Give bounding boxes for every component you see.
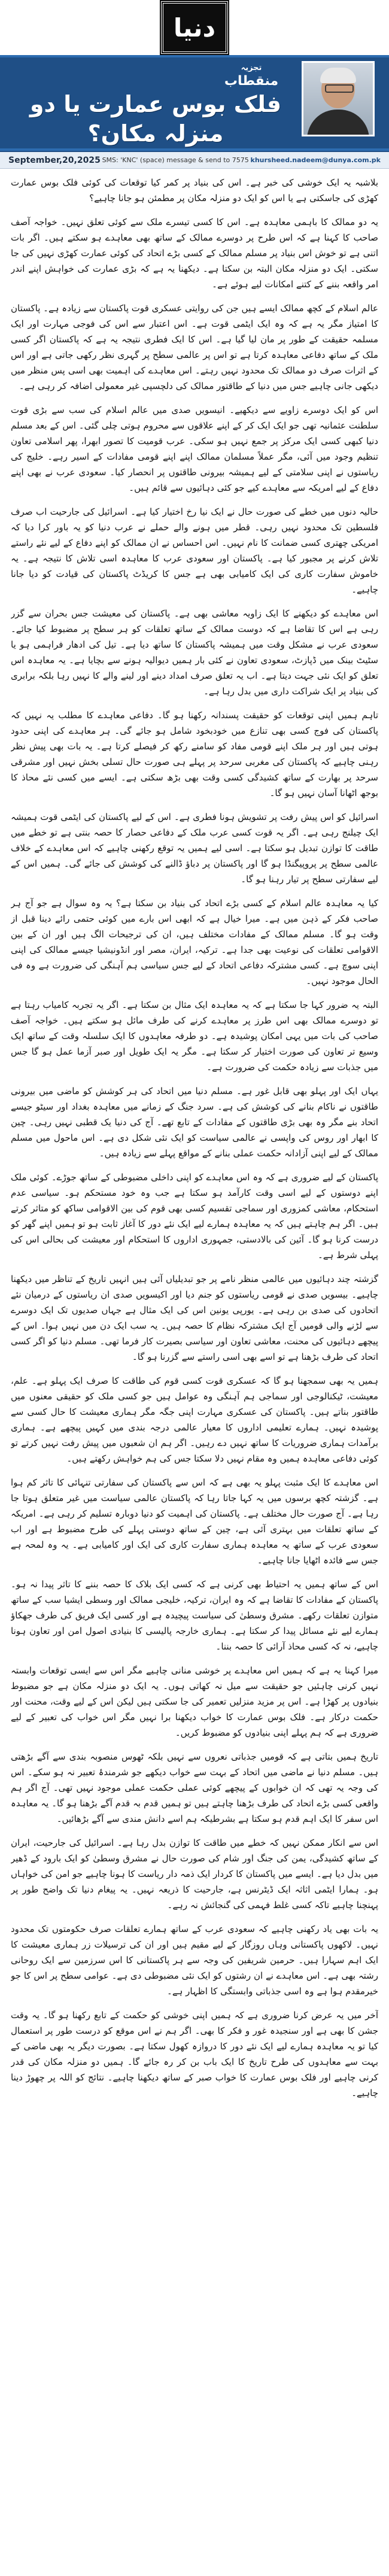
article-paragraph: اس کے ساتھ ہمیں یہ احتیاط بھی کرنی ہے کہ کسی ایک بلاک کا حصہ بننے کا تاثر پیدا نہ ہو۔ پاکستان کے مفادات کا تقاضا ہے کہ وہ ایران، ترکیہ، خلیجی ممالک اور وسطی ایشیا سب کے ساتھ متوازن تعلقات رکھے۔ مشرق وسطیٰ کی سیاست پیچیدہ ہے اور کسی ایک فریق کی طرف جھکاؤ ہمارے لیے نئے مسائل پیدا کر سکتا ہے۔ ہماری خارجہ پالیسی کا بنیادی اصول امن اور تعاون ہونا چاہیے، نہ کہ کسی محاذ آرائی کا حصہ بننا۔ [11, 1579, 378, 1652]
article-paragraph: اسرائیل کو اس پیش رفت پر تشویش ہونا فطری ہے۔ اس کے لیے پاکستان کی ایٹمی قوت ہمیشہ ایک چیلنج رہی ہے۔ اگر یہ قوت کسی عرب ملک کے دفاعی حصار کا حصہ بنتی ہے تو خطے میں طاقت کا توازن تبدیل ہو سکتا ہے۔ اسی لیے ہمیں یہ توقع رکھنی چاہیے کہ اس معاہدے کے خلاف عالمی سطح پر پروپیگنڈا ہو گا اور پاکستان پر دباؤ ڈالنے کی کوشش کی جائے گی۔ ہمیں اس کے لیے سفارتی سطح پر تیار رہنا ہو گا۔ [11, 812, 378, 885]
article-paragraph: آخر میں یہ عرض کرنا ضروری ہے کہ ہمیں اپنی خوشی کو حکمت کے تابع رکھنا ہو گا۔ یہ وقت جشن کا بھی ہے اور سنجیدہ غور و فکر کا بھی۔ اگر ہم نے اس موقع کو درست طور پر استعمال کیا تو یہ معاہدہ ہمارے لیے ایک نئے دور کا دروازہ کھول سکتا ہے۔ بصورت دیگر یہ بھی ماضی کے بہت سے معاہدوں کی طرح تاریخ کا ایک باب بن کر رہ جائے گا۔ ہمیں دو منزلہ مکان کی قدر کرنی چاہیے اور فلک بوس عمارت کا خواب صبر کے ساتھ دیکھنا چاہیے۔ نتائج کو اللہ پر چھوڑ دینا چاہیے۔ [11, 2010, 378, 2098]
article-header [0, 55, 389, 151]
sms-info: SMS: 'KNC' (space) message & send to 7575 [102, 156, 249, 164]
article-paragraph: عالم اسلام کے کچھ ممالک ایسے ہیں جن کی روایتی عسکری قوت پاکستان سے زیادہ ہے۔ پاکستان کا امتیاز مگر یہ ہے کہ وہ ایک ایٹمی قوت ہے۔ اس اعتبار سے اس کی فوجی مہارت اور ایک مسلمہ حقیقت کے طور پر مان لیا گیا ہے۔ اس کا ایک فطری نتیجہ یہ ہے کہ پاکستان اگر کسی ملک کے ساتھ دفاعی معاہدہ کرتا ہے تو اس پر عالمی سطح پر گہری نظر رکھی جاتی ہے اور اس کے اثرات صرف دو ممالک تک محدود نہیں رہتے۔ اس معاہدے کی اہمیت بھی اسی پس منظر میں دیکھی جانی چاہیے جس میں دنیا کے طاقتور ممالک کی دلچسپی غیر معمولی اضافہ کر رہی ہے۔ [11, 303, 378, 391]
article-paragraph: اس سے انکار ممکن نہیں کہ خطے میں طاقت کا توازن بدل رہا ہے۔ اسرائیل کی جارحیت، ایران کے ساتھ کشیدگی، یمن کی جنگ اور شام کی صورت حال نے مشرق وسطیٰ کو ایک بارود کے ڈھیر میں بدل دیا ہے۔ ایسے میں پاکستان کا کردار ایک ذمہ دار ریاست کا ہونا چاہیے جو امن کی خواہاں ہو۔ ہمارا ایٹمی اثاثہ ایک ڈیٹرنس ہے، جارحیت کا ذریعہ نہیں۔ یہ پیغام دنیا تک واضح طور پر پہنچنا چاہیے تاکہ کسی غلط فہمی کی گنجائش نہ رہے۔ [11, 1837, 378, 1910]
author-photo [302, 61, 375, 136]
publish-date: September,20,2025 [8, 155, 101, 165]
article-paragraph: پاکستان کے لیے ضروری ہے کہ وہ اس معاہدے کو اپنی داخلی مضبوطی کے ساتھ جوڑے۔ کوئی ملک اپنے دوستوں کے لیے اسی وقت کارآمد ہو سکتا ہے جب وہ خود مستحکم ہو۔ سیاسی عدم استحکام، معاشی کمزوری اور سماجی تقسیم کسی بھی قوم کی بین الاقوامی ساکھ کو متاثر کرتے ہیں۔ اگر ہم چاہتے ہیں کہ یہ معاہدہ ہمارے لیے ایک نئے دور کا آغاز ثابت ہو تو ہمیں اپنے گھر کو درست کرنا ہو گا۔ آئین کی بالادستی، جمہوری اداروں کا استحکام اور معیشت کی بحالی اس کی پہلی شرط ہے۔ [11, 1172, 378, 1260]
author-name-block [215, 63, 287, 89]
author-email[interactable]: khursheed.nadeem@dunya.com.pk [250, 156, 381, 164]
author-photo-glasses [325, 84, 354, 93]
article-paragraph: کیا یہ معاہدہ عالم اسلام کے کسی بڑے اتحاد کی بنیاد بن سکتا ہے؟ یہ وہ سوال ہے جو آج ہر صاحب فکر کے ذہن میں ہے۔ میرا خیال ہے کہ ابھی اس بارے میں کوئی حتمی رائے دینا قبل از وقت ہو گا۔ مسلم ممالک کے مفادات مختلف ہیں، ان کی ترجیحات الگ ہیں اور ان کے بین الاقوامی تعلقات کی نوعیت بھی جدا ہے۔ ترکیہ، ایران، مصر اور انڈونیشیا جیسے ممالک کی اپنی اپنی سوچ ہے۔ کسی مشترکہ دفاعی اتحاد کے لیے جس سیاسی ہم آہنگی کی ضرورت ہے وہ فی الحال موجود نہیں۔ [11, 898, 378, 986]
column-label: تجزیہ [241, 63, 262, 72]
article-body [11, 175, 378, 2564]
date-bar [0, 151, 389, 169]
article-headline: فلک بوس عمارت یا دو منزلہ مکان؟ [29, 91, 282, 147]
author-photo-shoulders [307, 110, 369, 136]
article-paragraph: ہمیں یہ بھی سمجھنا ہو گا کہ عسکری قوت کسی قوم کی طاقت کا صرف ایک پہلو ہے۔ علم، معیشت، ٹیکنالوجی اور سماجی ہم آہنگی وہ عوامل ہیں جو کسی ملک کو حقیقی معنوں میں طاقتور بناتے ہیں۔ پاکستان کی عسکری مہارت اپنی جگہ مگر ہماری معیشت کا حال کسی سے پوشیدہ نہیں۔ ہمارے تعلیمی اداروں کا معیار عالمی درجہ بندی میں کہیں پیچھے ہے۔ ہماری برآمدات ہماری ضروریات کا ساتھ نہیں دے رہیں۔ اگر ہم ان شعبوں میں پیش رفت نہیں کرتے تو کوئی دفاعی معاہدہ ہمیں وہ مقام نہیں دلا سکتا جس کی ہم خواہش رکھتے ہیں۔ [11, 1375, 378, 1464]
article-paragraph: یہاں ایک اور پہلو بھی قابل غور ہے۔ مسلم دنیا میں اتحاد کی ہر کوشش کو ماضی میں بیرونی طاقتوں نے ناکام بنانے کی کوشش کی ہے۔ سرد جنگ کے زمانے میں معاہدہ بغداد اور سیٹو جیسے اتحاد بنے مگر وہ بھی بڑی طاقتوں کے مفادات کے تابع تھے۔ آج کی دنیا یک قطبی نہیں رہی۔ چین کا ابھار اور روس کی واپسی نے عالمی سیاست کو ایک نئی شکل دی ہے۔ اس ماحول میں مسلم ممالک کے لیے اپنی آزادانہ حکمت عملی بنانے کے مواقع پہلے سے زیادہ ہیں۔ [11, 1086, 378, 1159]
article-paragraph: بلاشبہ یہ ایک خوشی کی خبر ہے۔ اس کی بنیاد پر کمر کیا توقعات کی کوئی فلک بوس عمارت کھڑی کی جاسکتی ہے یا اس کو ایک دو منزلہ مکان پر مطمئن ہو جانا چاہیے؟ [11, 177, 378, 203]
article-paragraph: البتہ یہ ضرور کہا جا سکتا ہے کہ یہ معاہدہ ایک مثال بن سکتا ہے۔ اگر یہ تجربہ کامیاب رہتا ہے تو دوسرے ممالک بھی اس طرز پر معاہدے کرنے کی طرف مائل ہو سکتے ہیں۔ خواجہ آصف صاحب کی بات میں یہی امکان پوشیدہ ہے۔ دو طرفہ معاہدوں کا ایک سلسلہ وقت کے ساتھ ایک وسیع تر تعاون کی صورت اختیار کر سکتا ہے۔ مگر یہ ایک طویل اور صبر آزما عمل ہو گا جس میں جذبات سے زیادہ حکمت کی ضرورت ہے۔ [11, 1000, 378, 1073]
article-paragraph: اس معاہدے کا ایک مثبت پہلو یہ بھی ہے کہ اس سے پاکستان کی سفارتی تنہائی کا تاثر کم ہوا ہے۔ گزشتہ کچھ برسوں میں یہ کہا جاتا رہا کہ پاکستان عالمی سیاست میں غیر متعلق ہوتا جا رہا ہے۔ آج صورت حال مختلف ہے۔ پاکستان کی اہمیت کو دنیا دوبارہ تسلیم کر رہی ہے۔ امریکہ کے ساتھ تعلقات میں بہتری آئی ہے، چین کے ساتھ دوستی پہلے کی طرح مضبوط ہے اور اب سعودی عرب کے ساتھ یہ معاہدہ ہماری سفارت کاری کی ایک اور کامیابی ہے۔ یہ وہ لمحہ ہے جس سے فائدہ اٹھایا جانا چاہیے۔ [11, 1477, 378, 1566]
author-photo-hair [320, 68, 356, 83]
article-paragraph: تاریخ ہمیں بتاتی ہے کہ قومیں جذباتی نعروں سے نہیں بلکہ ٹھوس منصوبہ بندی سے آگے بڑھتی ہیں۔ مسلم دنیا نے ماضی میں اتحاد کے بہت سے خواب دیکھے جو شرمندۂ تعبیر نہ ہو سکے۔ اس کی وجہ یہ تھی کہ ان خوابوں کے پیچھے کوئی عملی حکمت عملی موجود نہیں تھی۔ آج اگر ہم واقعی کسی بڑے اتحاد کی طرف بڑھنا چاہتے ہیں تو ہمیں قدم بہ قدم آگے بڑھنا ہو گا۔ یہ معاہدہ اس سفر کا ایک اہم قدم ہو سکتا ہے بشرطیکہ ہم اسے دانش مندی سے آگے بڑھائیں۔ [11, 1751, 378, 1824]
article-paragraph: اس معاہدے کو دیکھنے کا ایک زاویہ معاشی بھی ہے۔ پاکستان کی معیشت جس بحران سے گزر رہی ہے اس کا تقاضا ہے کہ دوست ممالک کے ساتھ تعلقات کو ہر سطح پر مضبوط کیا جائے۔ سعودی عرب نے مشکل وقت میں ہمیشہ پاکستان کا ساتھ دیا ہے۔ تیل کی ادھار فراہمی ہو یا سٹیٹ بینک میں ڈپازٹ، سعودی تعاون نے کئی بار ہمیں دیوالیہ ہونے سے بچایا ہے۔ یہ معاہدہ اس تعلق کو ایک نئی جہت دیتا ہے۔ اب یہ تعلق صرف امداد دینے اور لینے والے کا نہیں رہا بلکہ برابری کی بنیاد پر ایک شراکت داری میں بدل رہا ہے۔ [11, 608, 378, 697]
newspaper-logo: دنیا [161, 1, 228, 54]
article-paragraph: اس کو ایک دوسرے زاویے سے دیکھیے۔ انیسویں صدی میں عالم اسلام کی سب سے بڑی قوت سلطنت عثمانیہ تھی جو ایک ایک کر کے اپنے علاقوں سے محروم ہوتی چلی گئی۔ اس کے بعد مسلم دنیا کبھی کسی ایک مرکز پر جمع نہیں ہو سکی۔ عرب قومیت کا تصور ابھرا، پھر اسلامی تعاون تنظیم وجود میں آئی، مگر عملاً مسلمان ممالک اپنے اپنے قومی مفادات کے اسیر رہے۔ خلیج کی ریاستوں نے اپنی سلامتی کے لیے ہمیشہ بیرونی طاقتوں پر انحصار کیا۔ سعودی عرب نے بھی اپنے دفاع کے لیے امریکہ سے معاہدے کیے جو کئی دہائیوں سے قائم ہیں۔ [11, 405, 378, 493]
article-paragraph: تاہم ہمیں اپنی توقعات کو حقیقت پسندانہ رکھنا ہو گا۔ دفاعی معاہدے کا مطلب یہ نہیں کہ پاکستان کی فوج کسی بھی تنازع میں خودبخود شامل ہو جائے گی۔ ہر معاہدے کی اپنی حدود ہوتی ہیں اور ہر ملک اپنے قومی مفاد کو سامنے رکھ کر فیصلے کرتا ہے۔ یہ بات بھی پیش نظر رہنی چاہیے کہ پاکستان کی مغربی سرحد پر پہلے ہی صورت حال تسلی بخش نہیں اور مشرقی سرحد پر بھارت کے ساتھ کشیدگی کسی وقت بھی بڑھ سکتی ہے۔ ایسے میں کسی نئے محاذ کا بوجھ اٹھانا آسان نہیں ہو گا۔ [11, 710, 378, 798]
header-stripe-top [0, 55, 389, 57]
article-paragraph: یہ دو ممالک کا باہمی معاہدہ ہے۔ اس کا کسی تیسرے ملک سے کوئی تعلق نہیں۔ خواجہ آصف صاحب کا کہنا ہے کہ اس طرح پر دوسرے ممالک کے ساتھ بھی معاہدے ہو سکتے ہیں۔ اگر بات اتنی ہے تو خوش اس بنیاد پر مسلم ممالک کے کسی بڑے اتحاد کی کوئی عمارت کھڑی نہیں کی جا سکتی۔ ایک دو منزلہ مکان البتہ بن سکتا ہے۔ دیکھنا یہ ہے کہ بڑی عمارت کی خواہش اپنے اندر امر واقعہ بننے کے کتنے امکانات لیے ہوئے ہے۔ [11, 217, 378, 290]
article-paragraph: حالیہ دنوں میں خطے کی صورت حال نے ایک نیا رخ اختیار کیا ہے۔ اسرائیل کی جارحیت اب صرف فلسطین تک محدود نہیں رہی۔ قطر میں ہونے والے حملے نے عرب دنیا کو یہ باور کرا دیا کہ امریکی چھتری کسی ضمانت کا نام نہیں۔ اس احساس نے ان ممالک کو اپنے دفاع کے لیے نئے راستے تلاش کرنے پر مجبور کیا ہے۔ پاکستان اور سعودی عرب کا معاہدہ اسی تلاش کا نتیجہ ہے۔ یہ خاموش سفارت کاری کی ایک کامیابی بھی ہے جس کا کریڈٹ پاکستان کی قیادت کو دیا جانا چاہیے۔ [11, 506, 378, 595]
article-paragraph: میرا کہنا یہ ہے کہ ہمیں اس معاہدے پر خوشی منانی چاہیے مگر اس سے ایسی توقعات وابستہ نہیں کرنی چاہئیں جو حقیقت سے میل نہ کھاتی ہوں۔ یہ ایک دو منزلہ مکان ہے جو مضبوط بنیادوں پر کھڑا ہے۔ اس پر مزید منزلیں تعمیر کی جا سکتی ہیں لیکن اس کے لیے وقت، محنت اور حکمت درکار ہے۔ فلک بوس عمارت کا خواب دیکھنا برا نہیں مگر اس خواب کی تعبیر کے لیے ضروری ہے کہ ہم پہلے اپنی بنیادوں کو مضبوط کریں۔ [11, 1665, 378, 1738]
masthead [0, 0, 389, 55]
article-paragraph: یہ بات بھی یاد رکھنی چاہیے کہ سعودی عرب کے ساتھ ہمارے تعلقات صرف حکومتوں تک محدود نہیں۔ لاکھوں پاکستانی وہاں روزگار کے لیے مقیم ہیں اور ان کی ترسیلات زر ہماری معیشت کا ایک اہم سہارا ہیں۔ حرمین شریفین کی وجہ سے ہر پاکستانی کا اس سرزمین سے ایک روحانی رشتہ بھی ہے۔ اس معاہدے نے ان رشتوں کو ایک نئی مضبوطی دی ہے۔ عوامی سطح پر اس کا جو خیرمقدم ہوا ہے وہ اسی جذباتی وابستگی کا اظہار ہے۔ [11, 1924, 378, 1997]
article-paragraph: گزشتہ چند دہائیوں میں عالمی منظر نامے پر جو تبدیلیاں آئی ہیں انہیں تاریخ کے تناظر میں دیکھنا چاہیے۔ بیسویں صدی نے قومی ریاستوں کو جنم دیا اور اکیسویں صدی ان ریاستوں کے درمیان نئے اتحادوں کی صدی بن رہی ہے۔ یورپی یونین اس کی ایک مثال ہے جہاں صدیوں تک ایک دوسرے سے لڑنے والی قومیں آج ایک مشترکہ نظام کا حصہ ہیں۔ یہ سب ایک دن میں نہیں ہوا۔ اس کے پیچھے دہائیوں کی محنت، معاشی تعاون اور سیاسی بصیرت کار فرما تھی۔ مسلم دنیا کو اگر کسی اتحاد کی طرف بڑھنا ہے تو اسے بھی اسی راستے سے گزرنا ہو گا۔ [11, 1274, 378, 1362]
author-name: منقطاب [224, 74, 279, 89]
